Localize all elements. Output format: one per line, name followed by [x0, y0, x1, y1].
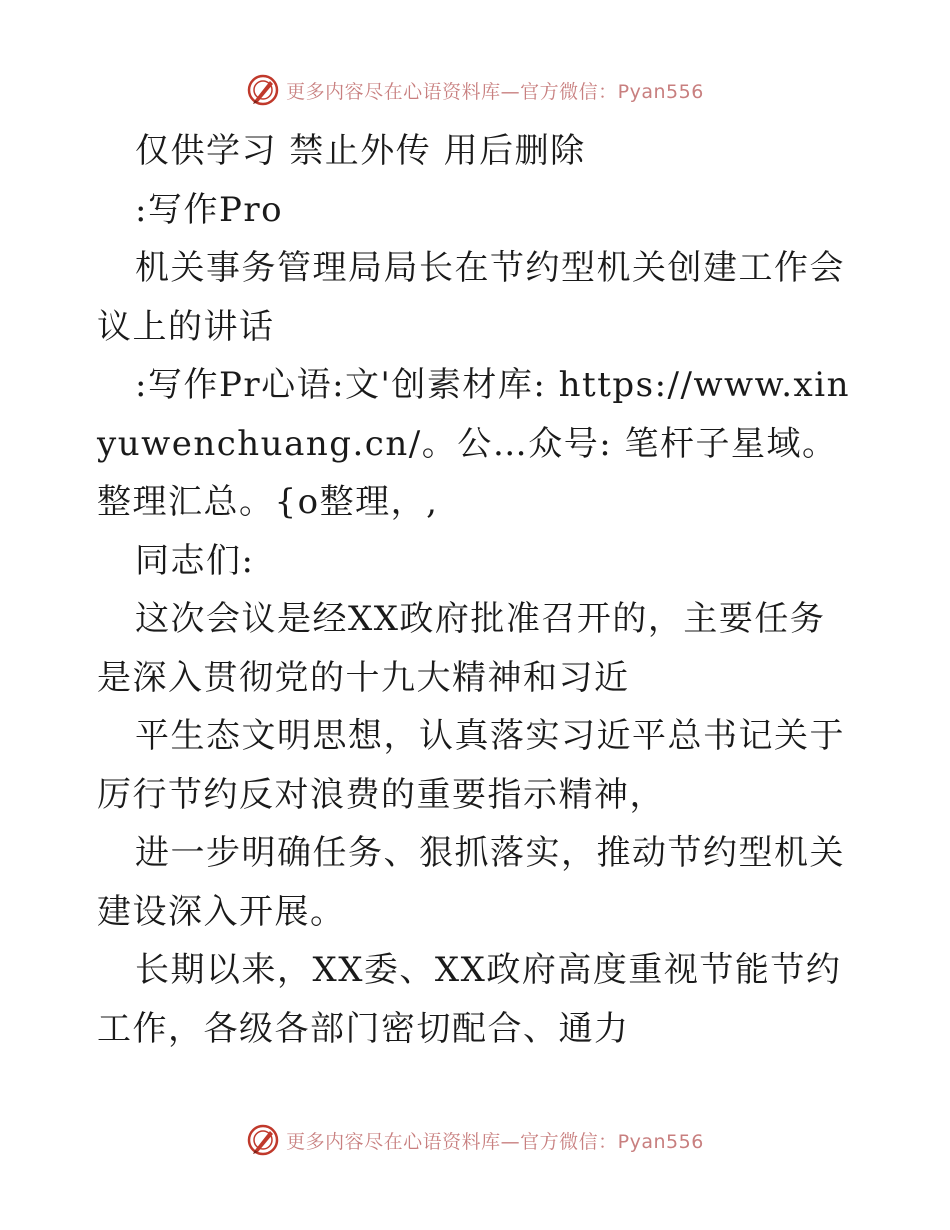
document-title: 机关事务管理局局长在节约型机关创建工作会议上的讲话 [97, 248, 845, 347]
watermark-text: 更多内容尽在心语资料库—官方微信：Pyan556 [286, 1130, 704, 1153]
header-watermark-banner [0, 70, 950, 110]
document-body [97, 122, 857, 1058]
body-paragraph: 平生态文明思想，认真落实习近平总书记关于厉行节约反对浪费的重要指示精神， [97, 716, 845, 815]
pen-logo-icon [246, 73, 280, 107]
watermark-text: 更多内容尽在心语资料库—官方微信：Pyan556 [286, 80, 704, 103]
notice-line: 仅供学习 禁止外传 用后删除 [135, 131, 586, 171]
source-note: :写作Pr心语:文'创素材库: https://www.xinyuwenchuang.cn/。公…众号: 笔杆子星域。整理汇总。{o整理，, [97, 365, 850, 522]
footer-watermark-banner [0, 1120, 950, 1160]
body-paragraph: 这次会议是经XX政府批准召开的，主要任务是深入贯彻党的十九大精神和习近 [97, 599, 826, 698]
body-paragraph: 长期以来，XX委、XX政府高度重视节能节约工作，各级各部门密切配合、通力 [97, 950, 842, 1049]
author-line: :写作Pro [135, 189, 284, 230]
salutation: 同志们: [135, 540, 255, 581]
pen-logo-icon [246, 1123, 280, 1157]
body-paragraph: 进一步明确任务、狠抓落实，推动节约型机关建设深入开展。 [97, 833, 845, 932]
